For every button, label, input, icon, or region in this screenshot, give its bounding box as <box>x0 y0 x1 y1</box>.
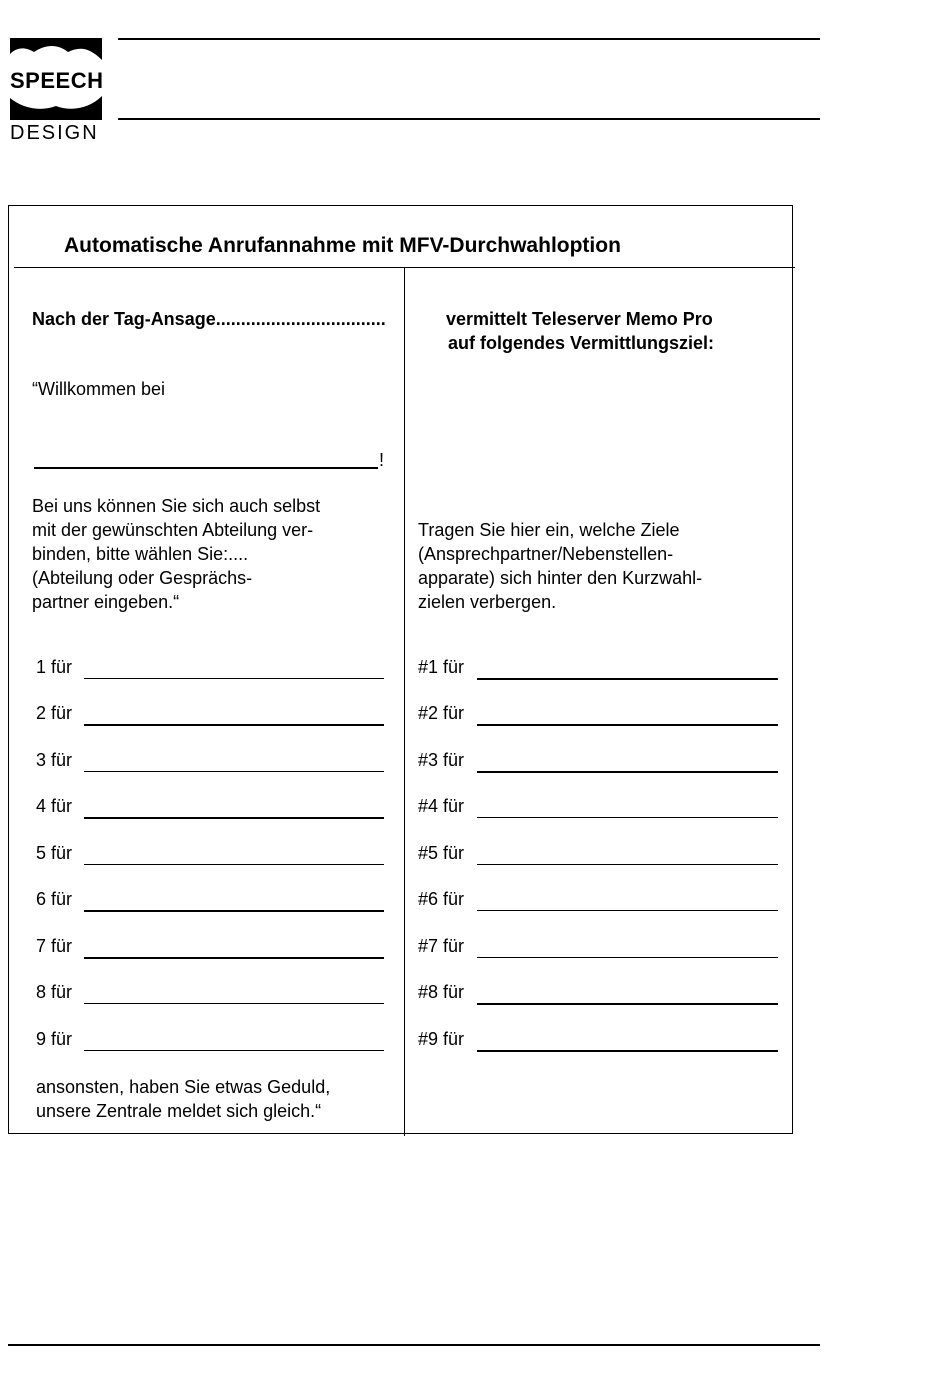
closing-text <box>36 1075 330 1123</box>
left-paragraph <box>32 494 320 614</box>
entry-label: #4 für <box>418 796 465 816</box>
entry-label: 3 für <box>36 750 73 770</box>
left-paragraph-line: partner eingeben.“ <box>32 592 180 612</box>
entry-fill-line[interactable] <box>477 1050 778 1052</box>
entry-fill-line[interactable] <box>84 678 384 679</box>
form-title: Automatische Anrufannahme mit MFV-Durchwahloption <box>64 234 621 257</box>
entry-fill-line[interactable] <box>477 724 778 726</box>
right-paragraph-line: Tragen Sie hier ein, welche Ziele <box>418 520 680 540</box>
entry-label: 9 für <box>36 1029 73 1049</box>
entry-label: #3 für <box>418 750 465 770</box>
entry-label: 4 für <box>36 796 73 816</box>
right-heading-line1: vermittelt Teleserver Memo Pro <box>446 309 713 329</box>
column-divider <box>404 268 405 1136</box>
left-paragraph-line: mit der gewünschten Abteilung ver- <box>32 520 314 540</box>
entry-fill-line[interactable] <box>477 817 778 818</box>
entry-label: 7 für <box>36 936 73 956</box>
entry-fill-line[interactable] <box>84 724 384 726</box>
right-heading-line2: auf folgendes Vermittlungsziel: <box>448 333 715 353</box>
entry-fill-line[interactable] <box>84 817 384 819</box>
entry-fill-line[interactable] <box>477 957 778 958</box>
entry-label: #9 für <box>418 1029 465 1049</box>
logo-bottom-band <box>10 94 102 120</box>
welcome-text: “Willkommen bei <box>32 379 166 399</box>
entry-fill-line[interactable] <box>477 1003 778 1005</box>
entry-label: 5 für <box>36 843 73 863</box>
right-paragraph-line: zielen verbergen. <box>418 592 557 612</box>
left-paragraph-line: binden, bitte wählen Sie:.... <box>32 544 249 564</box>
entry-fill-line[interactable] <box>84 1003 384 1004</box>
entry-fill-line[interactable] <box>477 864 778 865</box>
entry-fill-line[interactable] <box>84 910 384 912</box>
logo-top-band <box>10 38 102 64</box>
entry-fill-line[interactable] <box>84 957 384 959</box>
right-paragraph-line: (Ansprechpartner/Nebenstellen- <box>418 544 674 564</box>
right-paragraph <box>418 518 702 614</box>
entry-label: 2 für <box>36 703 73 723</box>
entry-fill-line[interactable] <box>84 771 384 772</box>
entry-fill-line[interactable] <box>84 864 384 865</box>
footer-rule <box>8 1344 820 1346</box>
right-paragraph-line: apparate) sich hinter den Kurzwahl- <box>418 568 703 588</box>
entry-fill-line[interactable] <box>477 678 778 680</box>
closing-line: ansonsten, haben Sie etwas Geduld, <box>36 1077 331 1097</box>
left-paragraph-line: (Abteilung oder Gesprächs- <box>32 568 253 588</box>
entry-fill-line[interactable] <box>84 1050 384 1051</box>
closing-line: unsere Zentrale meldet sich gleich.“ <box>36 1101 322 1121</box>
entry-label: 8 für <box>36 982 73 1002</box>
entry-label: #6 für <box>418 889 465 909</box>
entry-label: 6 für <box>36 889 73 909</box>
entry-label: #7 für <box>418 936 465 956</box>
entry-label: 1 für <box>36 657 73 677</box>
entry-fill-line[interactable] <box>477 910 778 911</box>
entry-label: #1 für <box>418 657 465 677</box>
entry-fill-line[interactable] <box>477 771 778 773</box>
logo-word-design: DESIGN <box>10 122 99 144</box>
left-heading: Nach der Tag-Ansage.................................. <box>32 309 386 329</box>
entry-label: #8 für <box>418 982 465 1002</box>
company-name-line[interactable] <box>34 467 378 469</box>
header-rule-bottom <box>118 118 820 120</box>
header-rule-top <box>118 38 820 40</box>
entry-label: #5 für <box>418 843 465 863</box>
exclamation-mark: ! <box>379 450 385 470</box>
left-paragraph-line: Bei uns können Sie sich auch selbst <box>32 496 321 516</box>
speech-design-logo <box>10 38 105 148</box>
logo-word-speech: SPEECH <box>10 68 104 93</box>
entry-label: #2 für <box>418 703 465 723</box>
